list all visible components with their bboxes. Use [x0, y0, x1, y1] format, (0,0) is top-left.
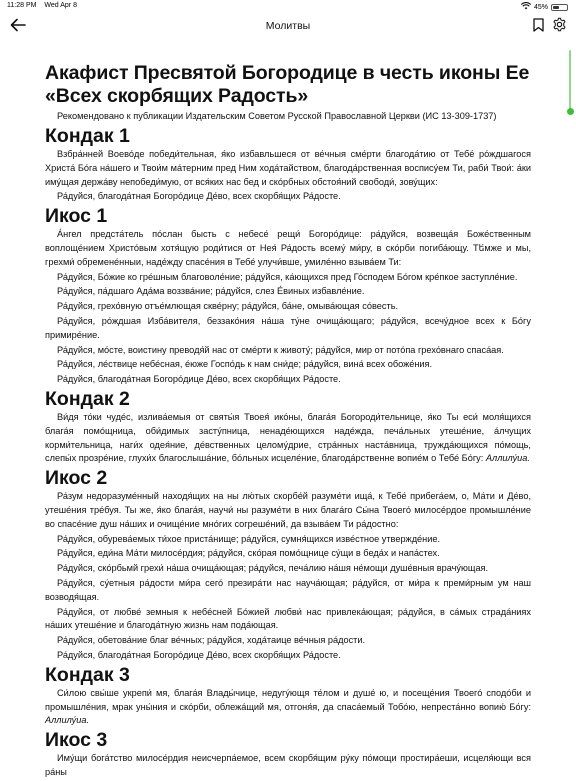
prayer-paragraph — [45, 577, 531, 605]
paragraph-text: Ра́дуйся, благода́тная Богоро́дице Де́во, всех скорбя́щих Ра́досте. — [57, 191, 341, 202]
prayer-paragraph — [45, 606, 531, 634]
bookmark-button[interactable] — [530, 18, 546, 36]
prayer-paragraph — [45, 533, 531, 547]
status-right — [521, 2, 568, 12]
alleluia-ending: Аллилу́иа. — [485, 453, 530, 464]
settings-button[interactable] — [550, 18, 568, 36]
paragraph-text: Взбра́нней Воево́де победи́тельная, я́ко избавльшеся от ве́чныя сме́рти благода́тию от Тебе́ ро́ждшагося Христа́ Бо́га на́шего и Твои́м ма́терним пред Ним хода́тайством, благода́рственная воспису́ем Ти, раби́ Твои́: а́ки иму́щая держа́ву непобеди́мую, от вся́ких нас бед и ско́рбных обстоя́ний свободи́, зову́щих: — [45, 149, 531, 187]
battery-fill — [553, 6, 559, 9]
prayer-paragraph — [45, 190, 531, 204]
scroll-track — [569, 50, 571, 112]
battery-percent: 45% — [533, 3, 548, 11]
paragraph-text: Си́лою свы́ше укрепи́ мя, блага́я Влады́чице, недугу́ющя те́лом и душе́ ю, и посеще́ния Твоего́ сподо́би и промышле́ния, мрак уны́ния и ско́рби, облежа́щий мя, отгоня́я, да спаса́емый Тобо́ю, непреста́нно вопию́ Бо́гу: — [45, 687, 531, 712]
paragraph-text: Ра́дуйся, ле́ствице небе́сная, е́юже Госпо́дь к нам сни́де; ра́дуйся, вина́ всех обоже́ния. — [57, 359, 433, 370]
prayer-paragraph — [45, 752, 531, 780]
wifi-icon — [521, 2, 531, 12]
prayer-paragraph — [45, 315, 531, 343]
status-bar — [0, 0, 576, 12]
nav-bar — [0, 12, 576, 42]
prayer-content — [45, 62, 531, 781]
prayer-paragraph — [45, 285, 531, 299]
paragraph-text: Ра́дуйся, мо́сте, воистину преводя́й нас от сме́рти к животу́; ра́дуйся, мир от пото́па грехо́внаго спаса́ая. — [57, 344, 504, 355]
sections-container — [45, 125, 531, 780]
bookmark-icon — [533, 18, 544, 37]
prayer-paragraph — [45, 148, 531, 189]
document-title: Акафист Пресвятой Богородице в честь иконы Ее «Всех скорбящих Радость» — [45, 62, 530, 107]
status-time — [7, 2, 77, 9]
paragraph-text: Ра́зум недоразуме́нный находя́щих на ны лю́тых скорбе́й разуме́ти ища́, к Тебе́ прибега́ем, о, Ма́ти и Де́во, утеше́ния тре́буя. Ты же, я́ко блага́я, научи́ ны разуме́ти в них блага́го Сы́на Твоего́ милосе́рдое промышле́ние во спасе́ние душ на́ших и очище́ние мно́гих согреше́ний, да взыва́ем Ти ра́достно: — [45, 491, 531, 529]
paragraph-text: Ра́дуйся, обурева́емых ти́хое приста́нище; ра́дуйся, сумня́щихся изве́стное утвержде́ние. — [57, 533, 441, 544]
prayer-paragraph — [45, 649, 531, 663]
paragraph-text: Ра́дуйся, обетова́ние благ ве́чных; ра́дуйся, хода́таице ве́чныя ра́дости. — [57, 635, 366, 646]
prayer-paragraph — [45, 634, 531, 648]
status-time-text: 11:28 PM — [7, 2, 37, 9]
section-heading: Икос 3 — [45, 729, 108, 752]
prayer-paragraph — [45, 358, 531, 372]
paragraph-text: Ра́дуйся, от любве́ земныя к небе́сней Бо́жией любви́ нас привлека́ющая; ра́дуйся, в са́мых страда́ниях на́ших утеше́ние и благода́тную жизнь нам пода́ющая. — [45, 606, 531, 631]
battery-icon — [551, 4, 568, 11]
section-heading: Кондак 2 — [45, 387, 130, 410]
section-heading: Икос 2 — [45, 467, 108, 490]
alleluia-ending: Аллилу́иа. — [45, 715, 90, 726]
paragraph-text: Ра́дуйся, еди́на Ма́ти милосе́рдия; ра́дуйся, ско́рая помо́щнице су́щи в беда́х и напа́стех. — [57, 548, 440, 559]
document-subtitle: Рекомендовано к публикации Издательским Советом Русской Православной Церкви (ИС 13-309-1737) — [57, 111, 497, 121]
prayer-paragraph — [45, 373, 531, 387]
prayer-paragraph — [45, 300, 531, 314]
paragraph-text: Ви́дя то́ки чуде́с, излива́емыя от святы́я Твоея́ ико́ны, блага́я Богороди́тельнице, я́ко Ты еси́ моля́щихся блага́я помо́щница, оби́димых засту́пница, ненаде́ющихся наде́жда, печа́льных утеше́ние, а́лчущих корми́тельница, наги́х одея́ние, де́вственных целому́дрие, стра́нных наста́вница, тружда́ющихся по́мощь, слепы́х прозре́ние, глухи́х благослыша́ние, бо́льных исцеле́ние, благода́рственне вопие́м о Тебе́ Бо́гу: — [45, 411, 531, 464]
prayer-paragraph — [45, 411, 531, 466]
paragraph-text: Ра́дуйся, ро́ждшая Изба́вителя, беззако́ния на́ша ту́не очища́ющаго; ра́дуйся, всечу́дное всех к Бо́гу примире́ние. — [45, 315, 531, 340]
prayer-paragraph — [45, 547, 531, 561]
section-heading: Икос 1 — [45, 205, 108, 228]
prayer-paragraph — [45, 344, 531, 358]
scroll-thumb[interactable] — [567, 108, 574, 115]
prayer-paragraph — [45, 271, 531, 285]
gear-icon — [552, 17, 567, 37]
paragraph-text: Ра́дуйся, па́дшаго Ада́ма воззва́ние; ра́дуйся, слез Е́виных избавле́ние. — [57, 286, 365, 297]
prayer-paragraph — [45, 562, 531, 576]
paragraph-text: Ра́дуйся, благода́тная Богоро́дице Де́во, всех скорбя́щих Ра́досте. — [57, 374, 341, 385]
paragraph-text: А́нгел предста́тель по́слан бысть с небесе́ рещи́ Богоро́дице: ра́дуйся, возвеща́я Боже́ственным воплоще́нием Христо́вым хотя́щую роди́тися от Нея́ Ра́дость всему́ ми́ру, в ско́рби погиба́ющу. Тե́мже и мы, грехми́ обремене́нныи, наде́жду спасе́ния в Тебе́ улучи́вше, умиле́нно взыва́ем Ти: — [45, 229, 531, 267]
paragraph-text: Ра́дуйся, грехо́вную отъе́млющая скве́рну; ра́дуйся, ба́не, омыва́ющая со́весть. — [57, 301, 399, 312]
paragraph-text: Иму́щи бога́тство милосе́рдия неисчерпа́емое, всем скорбя́щим ру́ку по́мощи простира́еши, исцеля́ющи вся ра́ны — [45, 753, 531, 777]
paragraph-text: Ра́дуйся, благода́тная Богоро́дице Де́во, всех скорбя́щих Ра́досте. — [57, 649, 341, 660]
paragraph-text: Ра́дуйся, су́етныя ра́дости ми́ра сего́ презира́ти нас науча́ющая; ра́дуйся, от ми́ра к преми́рным ум наш возводя́щая. — [45, 577, 531, 602]
prayer-paragraph — [45, 490, 531, 531]
section-heading: Кондак 3 — [45, 663, 130, 686]
prayer-paragraph — [45, 228, 531, 269]
section-heading: Кондак 1 — [45, 125, 130, 147]
paragraph-text: Ра́дуйся, Бо́жие ко гре́шным благоволе́ние; ра́дуйся, ка́ющихся пред Го́сподем Бо́гом кре́пкое заступле́ние. — [57, 271, 518, 282]
prayer-paragraph — [45, 687, 531, 728]
status-date: Wed Apr 8 — [44, 2, 77, 9]
paragraph-text: Ра́дуйся, ско́рбьмй грехи́ на́ша очища́ющая; ра́дуйся, печа́лию на́шя не́мощи душе́вныя врачу́ющая. — [57, 563, 489, 574]
page-title: Молитвы — [265, 20, 311, 32]
